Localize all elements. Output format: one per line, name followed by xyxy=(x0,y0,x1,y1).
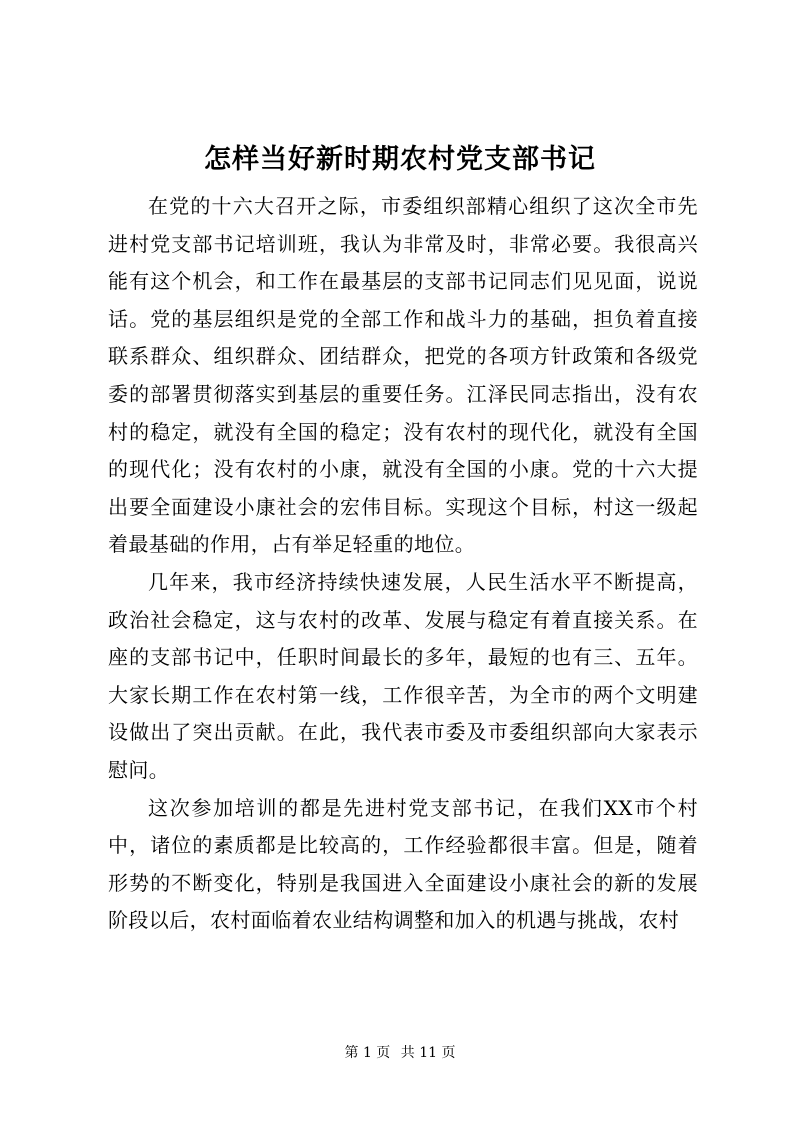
document-title: 怎样当好新时期农村党支部书记 xyxy=(204,144,596,175)
page-number: 第 1 页 xyxy=(344,1045,391,1061)
page-footer xyxy=(0,1043,800,1063)
document-body xyxy=(108,188,698,940)
paragraph-2: 几年来，我市经济持续快速发展，人民生活水平不断提高，政治社会稳定，这与农村的改革、发展与稳定有着直接关系。在座的支部书记中，任职时间最长的多年，最短的也有三、五年。大家长期工作在农村第一线，工作很辛苦，为全市的两个文明建设做出了突出贡献。在此，我代表市委及市委组织部向大家表示慰问。 xyxy=(108,569,698,782)
paragraph-3: 这次参加培训的都是先进村党支部书记，在我们XX市个村中，诸位的素质都是比较高的，工作经验都很丰富。但是，随着形势的不断变化，特别是我国进入全面建设小康社会的新的发展阶段以后，农村面临着农业结构调整和加入的机遇与挑战，农村 xyxy=(108,795,698,933)
paragraph-1: 在党的十六大召开之际，市委组织部精心组织了这次全市先进村党支部书记培训班，我认为非常及时，非常必要。我很高兴能有这个机会，和工作在最基层的支部书记同志们见见面，说说话。党的基层组织是党的全部工作和战斗力的基础，担负着直接联系群众、组织群众、团结群众，把党的各项方针政策和各级党委的部署贯彻落实到基层的重要任务。江泽民同志指出，没有农村的稳定，就没有全国的稳定；没有农村的现代化，就没有全国的现代化；没有农村的小康，就没有全国的小康。党的十六大提出要全面建设小康社会的宏伟目标。实现这个目标，村这一级起着最基础的作用，占有举足轻重的地位。 xyxy=(108,194,698,557)
page-total: 共 11 页 xyxy=(400,1045,456,1061)
